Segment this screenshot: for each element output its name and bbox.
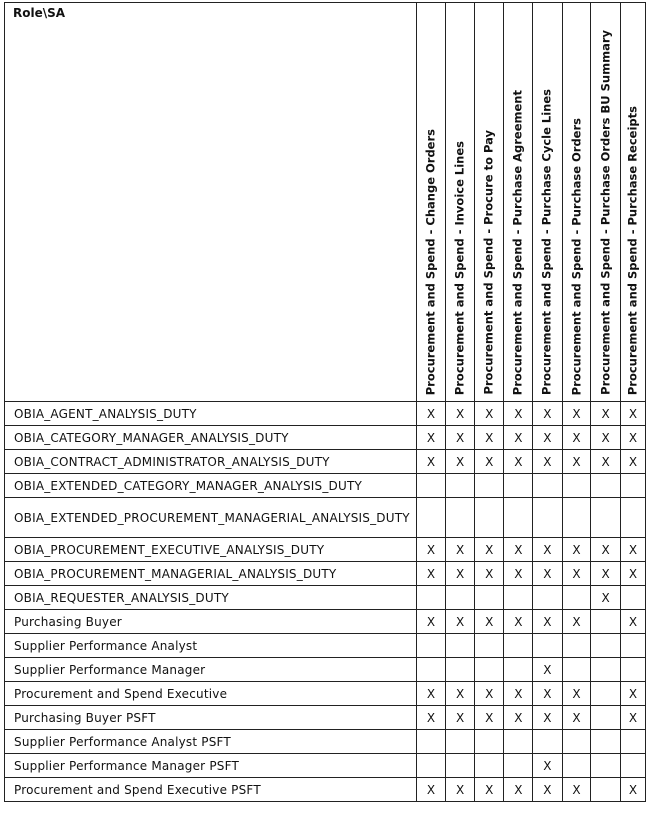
access-mark: X	[416, 562, 445, 586]
access-mark: X	[504, 426, 533, 450]
table-row	[5, 586, 646, 610]
role-name: OBIA_PROCUREMENT_MANAGERIAL_ANALYSIS_DUTY	[5, 562, 417, 586]
access-mark: X	[446, 450, 475, 474]
column-header	[562, 3, 591, 402]
role-name: Supplier Performance Manager PSFT	[5, 754, 417, 778]
table-row	[5, 538, 646, 562]
header-row	[5, 3, 646, 402]
access-mark: X	[416, 426, 445, 450]
table-row	[5, 634, 646, 658]
access-mark	[620, 634, 645, 658]
column-header	[504, 3, 533, 402]
access-mark	[416, 634, 445, 658]
access-mark: X	[562, 562, 591, 586]
access-mark: X	[533, 754, 562, 778]
access-mark: X	[591, 586, 620, 610]
access-mark: X	[591, 562, 620, 586]
access-mark	[474, 730, 503, 754]
access-mark: X	[504, 610, 533, 634]
access-mark	[533, 634, 562, 658]
column-header-label: Procurement and Spend - Purchase Orders BU Summary	[597, 30, 612, 395]
access-mark	[562, 754, 591, 778]
table-row	[5, 706, 646, 730]
table-row	[5, 562, 646, 586]
role-name: Procurement and Spend Executive	[5, 682, 417, 706]
access-mark	[474, 474, 503, 498]
role-name: Procurement and Spend Executive PSFT	[5, 778, 417, 802]
access-mark	[504, 730, 533, 754]
access-mark: X	[446, 538, 475, 562]
access-mark	[562, 634, 591, 658]
access-mark: X	[533, 682, 562, 706]
column-header	[620, 3, 645, 402]
access-mark	[533, 586, 562, 610]
column-header	[533, 3, 562, 402]
access-mark	[591, 682, 620, 706]
access-mark: X	[533, 450, 562, 474]
access-mark	[504, 754, 533, 778]
access-mark: X	[446, 682, 475, 706]
access-mark: X	[474, 610, 503, 634]
table-row	[5, 778, 646, 802]
access-mark	[446, 634, 475, 658]
access-mark: X	[416, 402, 445, 426]
column-header-label: Procurement and Spend - Purchase Receipts	[625, 105, 640, 395]
access-mark	[562, 730, 591, 754]
access-mark	[446, 730, 475, 754]
access-mark: X	[533, 778, 562, 802]
role-name: Supplier Performance Analyst PSFT	[5, 730, 417, 754]
column-header-label: Procurement and Spend - Change Orders	[423, 128, 438, 395]
access-mark	[533, 730, 562, 754]
column-header	[446, 3, 475, 402]
access-mark: X	[591, 538, 620, 562]
access-mark	[562, 586, 591, 610]
access-mark	[474, 586, 503, 610]
access-mark	[620, 730, 645, 754]
access-mark: X	[620, 682, 645, 706]
access-mark: X	[416, 450, 445, 474]
column-header	[591, 3, 620, 402]
access-mark: X	[562, 538, 591, 562]
access-mark: X	[446, 706, 475, 730]
access-mark: X	[591, 402, 620, 426]
access-mark: X	[504, 450, 533, 474]
access-mark: X	[533, 562, 562, 586]
role-name: OBIA_EXTENDED_PROCUREMENT_MANAGERIAL_ANALYSIS_DUTY	[5, 498, 417, 538]
access-mark: X	[504, 778, 533, 802]
access-mark: X	[474, 450, 503, 474]
access-mark: X	[562, 706, 591, 730]
access-mark	[620, 658, 645, 682]
role-name: Supplier Performance Analyst	[5, 634, 417, 658]
table-row	[5, 498, 646, 538]
role-name: OBIA_CONTRACT_ADMINISTRATOR_ANALYSIS_DUTY	[5, 450, 417, 474]
column-header	[474, 3, 503, 402]
access-mark: X	[562, 682, 591, 706]
access-mark: X	[474, 562, 503, 586]
access-mark: X	[504, 538, 533, 562]
access-mark: X	[416, 682, 445, 706]
access-mark	[416, 658, 445, 682]
access-mark: X	[533, 402, 562, 426]
table-row	[5, 426, 646, 450]
access-mark: X	[416, 706, 445, 730]
access-mark: X	[474, 706, 503, 730]
access-mark: X	[562, 426, 591, 450]
role-name: OBIA_EXTENDED_CATEGORY_MANAGER_ANALYSIS_DUTY	[5, 474, 417, 498]
access-mark	[562, 498, 591, 538]
role-subject-area-matrix	[4, 2, 646, 802]
access-mark	[591, 778, 620, 802]
access-mark: X	[474, 538, 503, 562]
access-mark	[446, 658, 475, 682]
access-mark: X	[504, 562, 533, 586]
access-mark: X	[562, 778, 591, 802]
table-row	[5, 474, 646, 498]
access-mark	[504, 658, 533, 682]
access-mark	[474, 754, 503, 778]
access-mark	[620, 586, 645, 610]
access-mark: X	[504, 706, 533, 730]
access-mark	[446, 586, 475, 610]
access-mark: X	[533, 538, 562, 562]
access-mark	[533, 498, 562, 538]
role-name: OBIA_CATEGORY_MANAGER_ANALYSIS_DUTY	[5, 426, 417, 450]
table-row	[5, 402, 646, 426]
access-mark: X	[533, 610, 562, 634]
access-mark: X	[416, 778, 445, 802]
access-mark	[620, 754, 645, 778]
access-mark	[446, 498, 475, 538]
access-mark: X	[533, 658, 562, 682]
access-mark: X	[504, 402, 533, 426]
column-header	[416, 3, 445, 402]
role-name: Purchasing Buyer	[5, 610, 417, 634]
column-header-label: Procurement and Spend - Procure to Pay	[481, 130, 496, 395]
access-mark: X	[416, 610, 445, 634]
table-row	[5, 730, 646, 754]
access-mark	[446, 474, 475, 498]
access-mark: X	[416, 538, 445, 562]
access-mark	[591, 706, 620, 730]
access-mark: X	[620, 538, 645, 562]
access-mark	[562, 474, 591, 498]
access-mark: X	[591, 450, 620, 474]
access-mark	[474, 498, 503, 538]
column-header-label: Procurement and Spend - Purchase Orders	[568, 117, 583, 395]
access-mark: X	[446, 610, 475, 634]
access-mark	[591, 634, 620, 658]
access-mark	[591, 658, 620, 682]
matrix-body	[5, 402, 646, 802]
access-mark: X	[620, 610, 645, 634]
access-mark	[504, 634, 533, 658]
access-mark	[504, 498, 533, 538]
access-mark	[416, 586, 445, 610]
role-name: Purchasing Buyer PSFT	[5, 706, 417, 730]
access-mark	[504, 586, 533, 610]
access-mark	[474, 634, 503, 658]
access-mark	[416, 754, 445, 778]
access-mark	[562, 658, 591, 682]
access-mark	[504, 474, 533, 498]
access-mark	[591, 498, 620, 538]
access-mark: X	[620, 562, 645, 586]
role-name: OBIA_PROCUREMENT_EXECUTIVE_ANALYSIS_DUTY	[5, 538, 417, 562]
column-header-label: Procurement and Spend - Purchase Agreement	[510, 89, 525, 395]
access-mark: X	[474, 778, 503, 802]
access-mark: X	[562, 402, 591, 426]
access-mark: X	[446, 778, 475, 802]
access-mark: X	[620, 450, 645, 474]
access-mark: X	[591, 426, 620, 450]
access-mark	[416, 474, 445, 498]
access-mark: X	[474, 426, 503, 450]
access-mark: X	[446, 562, 475, 586]
access-mark	[474, 658, 503, 682]
access-mark: X	[562, 610, 591, 634]
access-mark	[446, 754, 475, 778]
access-mark: X	[474, 682, 503, 706]
access-mark	[620, 498, 645, 538]
table-row	[5, 754, 646, 778]
access-mark: X	[533, 706, 562, 730]
access-mark: X	[620, 778, 645, 802]
access-mark: X	[474, 402, 503, 426]
column-header-label: Procurement and Spend - Purchase Cycle Lines	[539, 89, 554, 395]
access-mark: X	[533, 426, 562, 450]
access-mark: X	[504, 682, 533, 706]
column-header-label: Procurement and Spend - Invoice Lines	[452, 140, 467, 395]
access-mark: X	[446, 426, 475, 450]
access-mark: X	[620, 402, 645, 426]
access-mark	[591, 754, 620, 778]
table-row	[5, 682, 646, 706]
access-mark: X	[562, 450, 591, 474]
role-name: OBIA_REQUESTER_ANALYSIS_DUTY	[5, 586, 417, 610]
access-mark	[533, 474, 562, 498]
role-name: OBIA_AGENT_ANALYSIS_DUTY	[5, 402, 417, 426]
access-mark: X	[446, 402, 475, 426]
access-mark	[416, 498, 445, 538]
corner-label: Role\SA	[5, 3, 417, 402]
table-row	[5, 610, 646, 634]
access-mark: X	[620, 706, 645, 730]
access-mark	[620, 474, 645, 498]
role-name: Supplier Performance Manager	[5, 658, 417, 682]
access-mark	[591, 730, 620, 754]
access-mark	[416, 730, 445, 754]
table-row	[5, 450, 646, 474]
access-mark	[591, 474, 620, 498]
access-mark	[591, 610, 620, 634]
table-row	[5, 658, 646, 682]
access-mark: X	[620, 426, 645, 450]
